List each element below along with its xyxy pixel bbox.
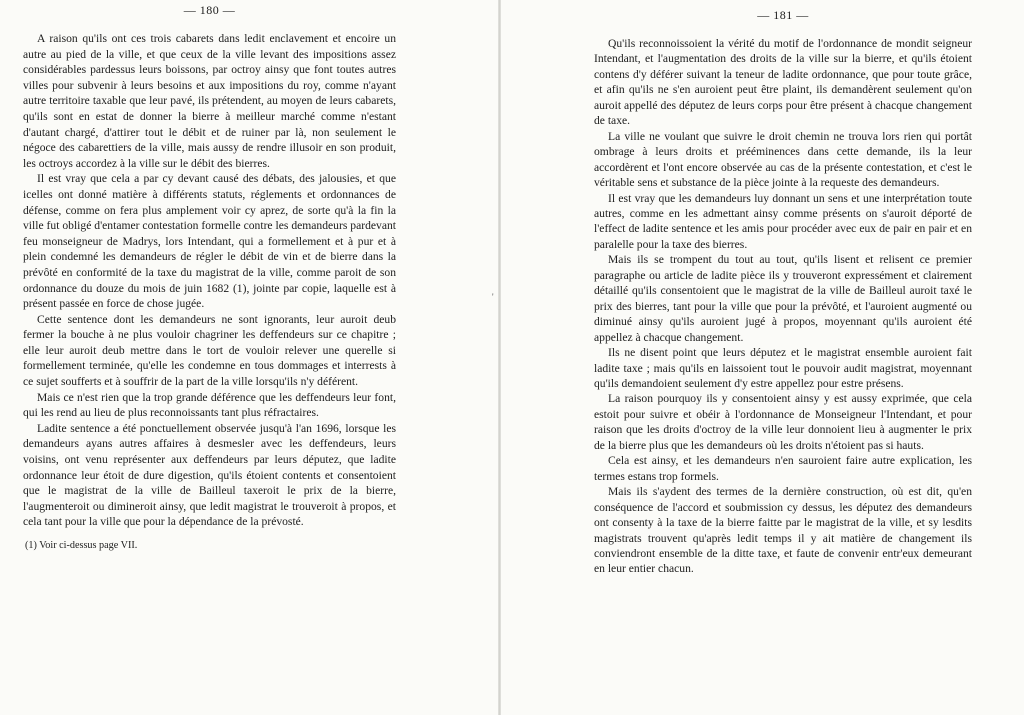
paragraph: Cela est ainsy, et les demandeurs n'en sauroient faire autre explication, les termes estans trop formels. <box>594 454 972 483</box>
paragraph: Qu'ils reconnoissoient la vérité du motif de l'ordonnance de mondit seigneur Intendant, et l'augmentation des droits de la ville sur la bierre, et qu'ils étoient contens d'y déférer suivant la teneur de ladite ordonnance, que pour toute grâce, et afin qu'ils ne s'en auroient peut être plaint, ils demandèrent seulement qu'on auroit appellé des députez de leurs corps pour être présent à chacque changement de taxe. <box>594 37 972 128</box>
page-number: — 181 — <box>757 8 809 22</box>
page-text <box>594 36 972 577</box>
paragraph: La ville ne voulant que suivre le droit chemin ne trouva lors rien qui portât ombrage à leurs droits et prééminences dans cette demande, ils la leur accordèrent et l'ont encore observée au cas de la présente contestation, et c'est le véritable sens et substance de la pièce jointe à la requeste des demandeurs. <box>594 129 972 190</box>
paragraph: Il est vray que les demandeurs luy donnant un sens et une interprétation toute autres, comme en les admettant ainsy comme présents on s'auroit déporté de l'effect de ladite sentence et les amis pour procéder avec eux de pair en pair et en paralelle pour la taxe des bierres. <box>594 191 972 251</box>
paragraph: La raison pourquoy ils y consentoient ainsy y est aussy exprimée, que cela estoit pour suivre et obéir à l'ordonnance de Monseigneur l'Intendant, et pour raison que les droits d'octroy de la ville leur donnoient lieu à augmenter le prix de la bierre plus que les demandeurs où les droits n'étoient pas si hauts. <box>594 392 972 452</box>
paragraph: Il est vray que cela a par cy devant causé des débats, des jalousies, et que icelles ont donné matière à différents statuts, réglements et ordonnances de défense, comme on fera plus amplement voir cy aprez, de sorte qu'à la fin la ville fut obligé d'entamer contestation formelle contre les demandeurs pardevant feu monseigneur de Madrys, lors Intendant, qui a formellement et à pur et à plein condemné les demandeurs de régler le débit de vin et de bierre dans la prévôté en conformité de la taxe du magistrat de la ville, comme paroit de son ordonnance du douze du mois de juin 1682 (1), jointe par copie, laquelle est à présent passée en force de chose jugée. <box>23 172 396 311</box>
gutter-mark: ' <box>492 292 494 302</box>
left-page <box>23 0 396 552</box>
paragraph: Ladite sentence a été ponctuellement observée jusqu'à l'an 1696, lorsque les demandeurs ayans autres affaires à desmesler avec les deffendeurs, leurs voisins, ont venu représenter aux deffendeurs par leurs députez, que ladite ordonnance leur étoit de dure digestion, qu'ils étoient contents et consentoient que le magistrat de la ville de Bailleul taxeroit le prix de la bierre, l'augmenteroit ou dimineroit ainsy, que ledit magistrat le trouveroit à propos, et cela tant pour la ville que pour la dépendance de la prévosté. <box>23 421 396 529</box>
paragraph: Cette sentence dont les demandeurs ne sont ignorants, leur auroit deub fermer la bouche à ne plus vouloir chagriner les deffendeurs sur ce chapitre ; elle leur auroit deub mettre dans le tort de vouloir relever une querelle si formellement terminée, qu'elle les condemne en tous dommages et interrests à ce sujet soufferts et à souffrir de la part de la ville lorsqu'ils n'y déférent. <box>23 312 396 389</box>
right-page <box>594 0 972 577</box>
paragraph: Ils ne disent point que leurs députez et le magistrat ensemble auroient fait ladite taxe ; mais qu'ils en laissoient tout le pouvoir audit magistrat, moyennant qu'ils demandoient seulement d'y estre appellez pour estre présens. <box>594 346 972 390</box>
page-text <box>23 31 396 552</box>
page-number: — 180 — <box>183 3 236 17</box>
paragraph: Mais ils se trompent du tout au tout, qu'ils lisent et relisent ce premier paragraphe ou article de ladite pièce ils y trouveront expressément et clairement détaillé qu'ils consentoient que le magistrat de la ville de Bailleul auroit taxé le prix des bierres, tant pour la ville que pour la prévôté, et l'auroient augmenté ou diminué ainsy qu'ils auroient jugé à propos, moyennant qu'ils auroient été appellez à chacque changement. <box>594 253 972 344</box>
book-gutter <box>498 0 501 715</box>
footnote: (1) Voir ci-dessus page VII. <box>25 540 138 551</box>
paragraph: Mais ce n'est rien que la trop grande déférence que les deffendeurs leur font, qui les rend au lieu de plus reconnoissants tant plus réfractaires. <box>23 390 396 420</box>
paragraph: A raison qu'ils ont ces trois cabarets dans ledit enclavement et encoire un autre au pied de la ville, et que ceux de la ville levant des impositions assez considérables pardessus leurs boissons, par octroy ainsy que font toutes autres villes pour subvenir à leurs besoins et aux impositions du roy, comme n'ayant autre territoire taxable que leur pavé, ils prétendent, au moyen de leurs cabarets, qu'ils sont en estat de donner la bierre à meilleur marché comme n'estant d'autant chargé, d'attirer tout le débit et de ruiner par là, non seulement le négoce des cabarettiers de la ville, mais aussy de rendre illusoir en son produit, les octroys accordez à la ville sur le débit des bierres. <box>23 32 396 170</box>
paragraph: Mais ils s'aydent des termes de la dernière construction, où est dit, qu'en conséquence de l'accord et soubmission cy dessus, les députez des demandeurs ont consenty à la taxe de la bierre faitte par le magistrat de la ville, et sy lesdits magistrats trouvent qu'après ledit temps il y ait matière de changement ils conviendront ensemble de la ditte taxe, et faute de convenir entr'eux demeurant en leur entier chacun. <box>594 485 972 576</box>
